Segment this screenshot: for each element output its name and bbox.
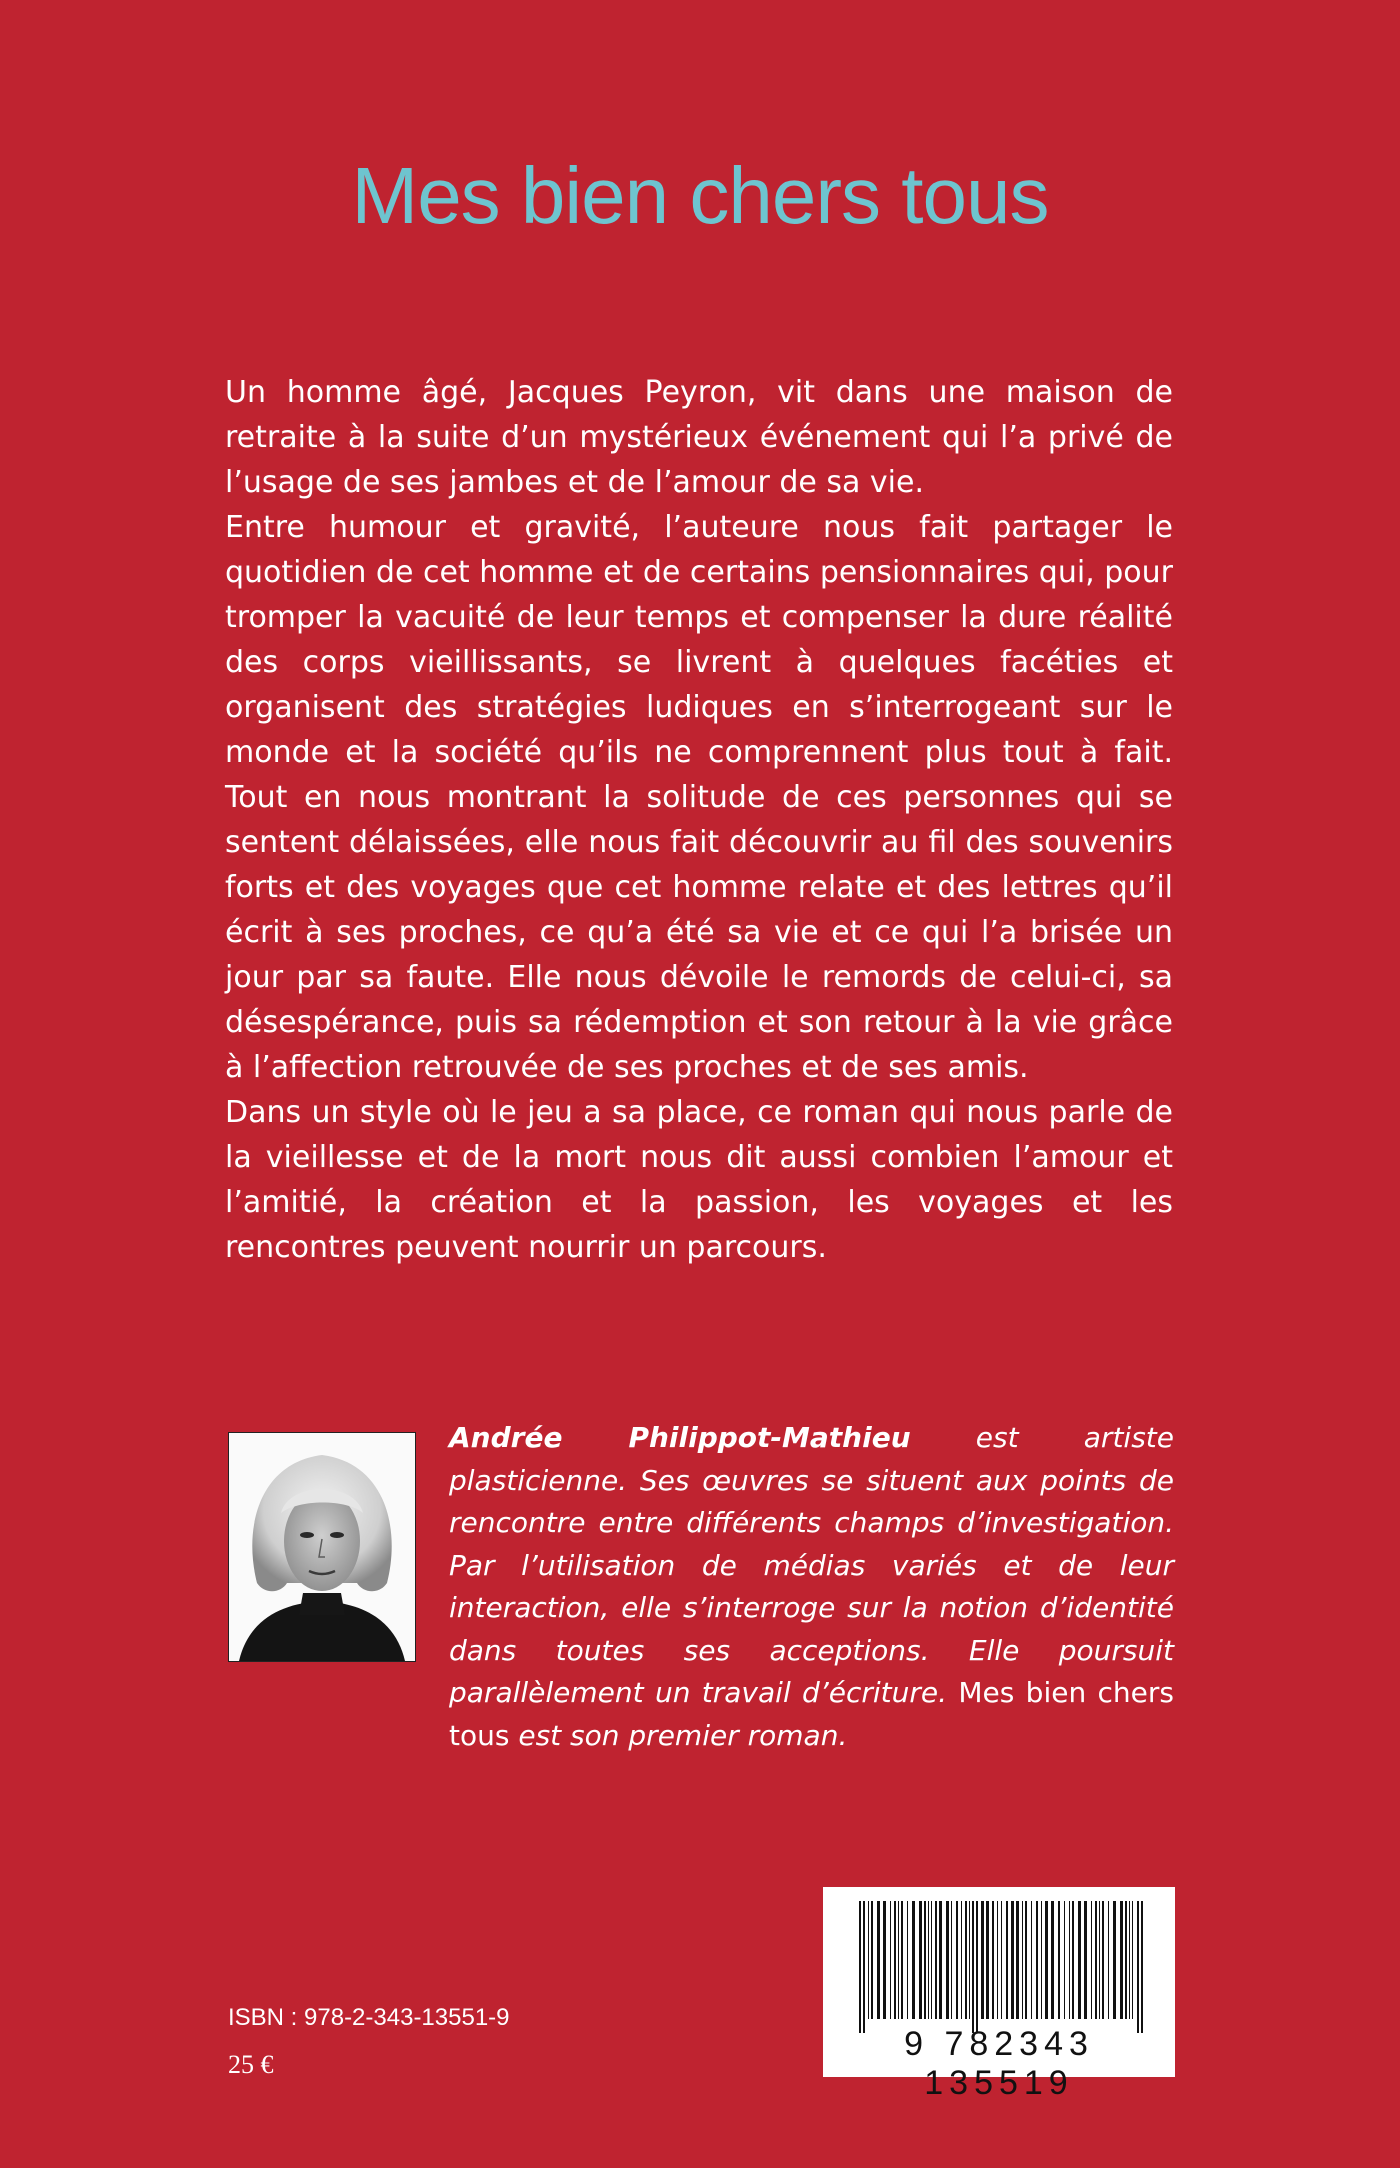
author-bio-ending: est son premier roman. bbox=[509, 1718, 848, 1752]
barcode-bar bbox=[894, 1901, 896, 2019]
barcode-bar bbox=[877, 1901, 880, 2019]
barcode-bar bbox=[1016, 1901, 1019, 2019]
barcode-bar bbox=[1041, 1901, 1042, 2019]
barcode-bar bbox=[1132, 1901, 1133, 2019]
barcode-digits: 9 782343 135519 bbox=[904, 2025, 1094, 2102]
barcode-bar bbox=[976, 1901, 978, 2033]
barcode-bar bbox=[1129, 1901, 1130, 2019]
barcode-bar bbox=[1006, 1901, 1008, 2019]
barcode-bar bbox=[969, 1901, 970, 2019]
author-bio-text: est artiste plasticienne. Ses œuvres se situent aux points de rencontre entre différents champs d’investigation. Par l’utilisation de médias variés et de leur interaction, elle s’interroge sur la notion d’identité dans toutes ses acceptions. Elle poursuit parallèlement un travail d’écriture. bbox=[449, 1421, 1174, 1709]
barcode-bar bbox=[863, 1901, 865, 2033]
barcode-bar bbox=[1045, 1901, 1048, 2019]
barcode-bar bbox=[981, 1901, 984, 2019]
barcode-bar bbox=[1091, 1901, 1092, 2019]
barcode-bar bbox=[946, 1901, 949, 2019]
barcode-bar bbox=[871, 1901, 873, 2019]
barcode-bar bbox=[1102, 1901, 1104, 2019]
barcode-bar bbox=[1051, 1901, 1054, 2019]
author-bio bbox=[449, 1417, 1174, 1757]
barcode-bar bbox=[1022, 1901, 1023, 2019]
isbn: ISBN : 978-2-343-13551-9 bbox=[228, 2004, 510, 2031]
barcode-bar bbox=[1069, 1901, 1070, 2019]
barcode-bar bbox=[972, 1901, 974, 2033]
author-name: Andrée Philippot-Mathieu bbox=[449, 1421, 911, 1454]
barcode-bar bbox=[1064, 1901, 1065, 2019]
barcode-bar bbox=[1084, 1901, 1087, 2019]
barcode-bar bbox=[931, 1901, 932, 2019]
barcode-bar bbox=[935, 1901, 937, 2019]
barcode-bar bbox=[1078, 1901, 1081, 2019]
price: 25 € bbox=[228, 2050, 274, 2079]
barcode-bar bbox=[1001, 1901, 1002, 2019]
barcode-bar bbox=[919, 1901, 922, 2019]
barcode-bar bbox=[1113, 1901, 1116, 2019]
barcode-bar bbox=[1072, 1901, 1074, 2019]
barcode-bar bbox=[901, 1901, 903, 2019]
barcode-bar bbox=[992, 1901, 994, 2019]
barcode-bar bbox=[924, 1901, 926, 2019]
synopsis-paragraph: Un homme âgé, Jacques Peyron, vit dans une maison de retraite à la suite d’un mystérieux événement qui l’a privé de l’usage de ses jambes et de l’amour de sa vie. bbox=[225, 375, 1173, 500]
barcode-bar bbox=[1025, 1901, 1027, 2019]
barcode-bar bbox=[1031, 1901, 1032, 2019]
barcode-bar bbox=[986, 1901, 989, 2019]
barcode-bar bbox=[912, 1901, 915, 2019]
barcode-bar bbox=[1141, 1901, 1143, 2033]
author-bio-book-title: Mes bien chers tous bbox=[449, 1676, 1174, 1752]
barcode-bar bbox=[868, 1901, 869, 2019]
barcode bbox=[823, 1887, 1175, 2102]
barcode-bar bbox=[1095, 1901, 1097, 2019]
barcode-bar bbox=[965, 1901, 967, 2019]
barcode-bar bbox=[956, 1901, 958, 2019]
synopsis-paragraph: Entre humour et gravité, l’auteure nous fait partager le quotidien de cet homme et de certains pensionnaires qui, pour tromper la vacuité de leur temps et compenser la dure réalité des corps vieillissants, se livrent à quelques facéties et organisent des stratégies ludiques en s’interrogeant sur le monde et la société qu’ils ne comprennent plus tout à fait. Tout en nous montrant la solitude de ces personnes qui se sentent délaissées, elle nous fait découvrir au fil des souvenirs forts et des voyages que cet homme relate et des lettres qu’il écrit à ses proches, ce qu’a été sa vie et ce qui l’a brisée un jour par sa faute. Elle nous dévoile le remords de celui-ci, sa désespérance, puis sa rédemption et son retour à la vie grâce à l’affection retrouvée de ses proches et de ses amis. bbox=[225, 510, 1173, 1085]
barcode-bar bbox=[1125, 1901, 1127, 2019]
barcode-bar bbox=[890, 1901, 891, 2019]
author-photo bbox=[228, 1432, 416, 1662]
synopsis bbox=[225, 370, 1173, 1270]
barcode-bar bbox=[928, 1901, 929, 2019]
barcode-bar bbox=[898, 1901, 899, 2019]
barcode-bar bbox=[859, 1901, 861, 2033]
barcode-bar bbox=[1058, 1901, 1060, 2019]
barcode-bar bbox=[1120, 1901, 1123, 2019]
barcode-bar bbox=[1108, 1901, 1109, 2019]
barcode-bar bbox=[951, 1901, 952, 2019]
barcode-bar bbox=[1011, 1901, 1014, 2019]
synopsis-paragraph: Dans un style où le jeu a sa place, ce roman qui nous parle de la vieillesse et de la mort nous dit aussi combien l’amour et l’amitié, la création et la passion, les voyages et les rencontres peuvent nourrir un parcours. bbox=[225, 1095, 1173, 1265]
barcode-bar bbox=[883, 1901, 886, 2019]
barcode-bar bbox=[1137, 1901, 1139, 2033]
book-title: Mes bien chers tous bbox=[351, 151, 1049, 240]
barcode-bar bbox=[961, 1901, 962, 2019]
barcode-bar bbox=[1036, 1901, 1038, 2019]
barcode-bar bbox=[1099, 1901, 1100, 2019]
barcode-bar bbox=[997, 1901, 998, 2019]
barcode-bar bbox=[907, 1901, 908, 2019]
barcode-bar bbox=[939, 1901, 942, 2019]
